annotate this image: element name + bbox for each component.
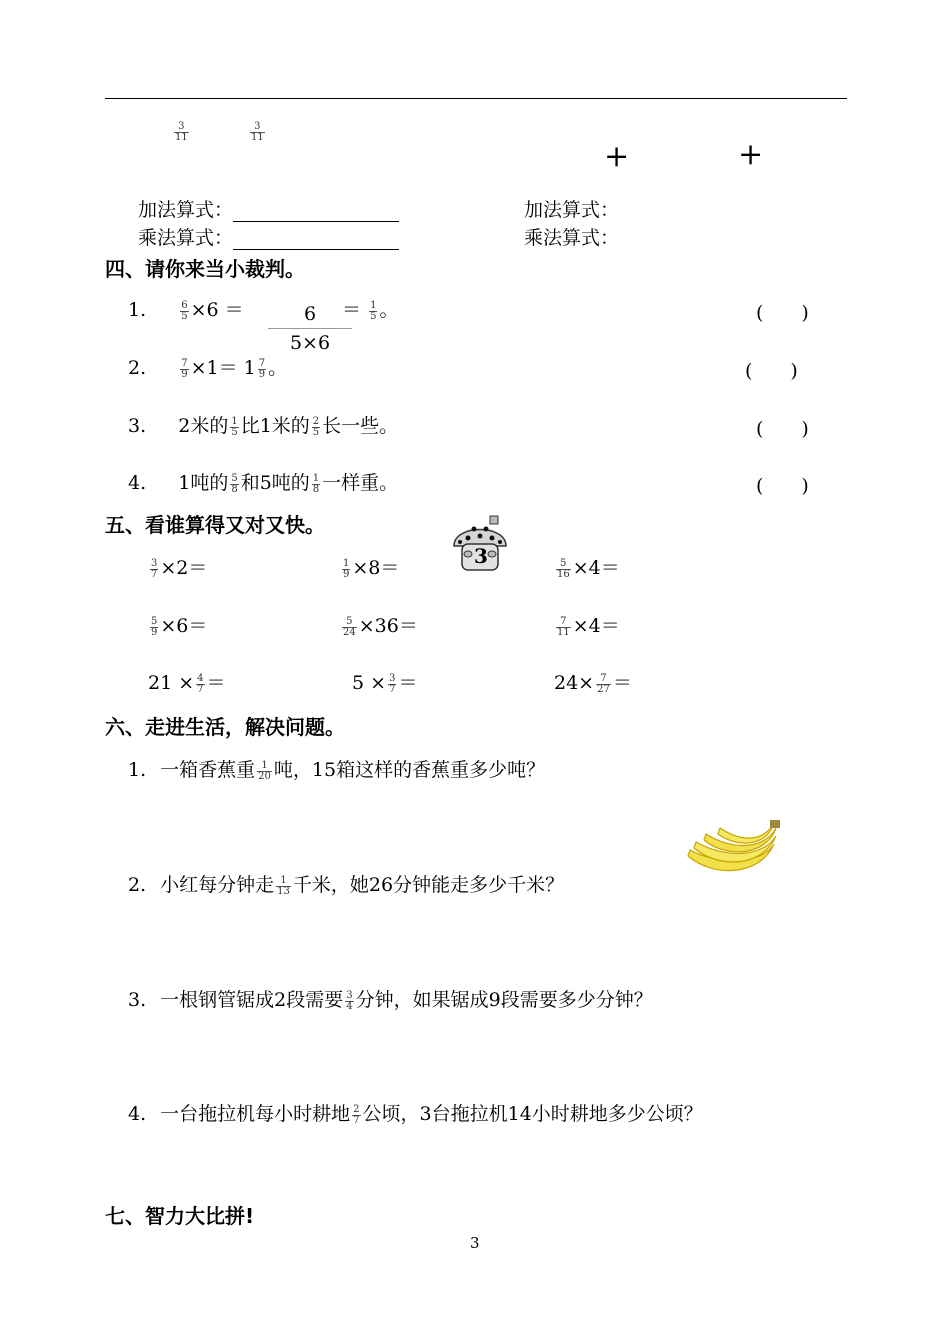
calc-item: $\frac{7}{11}$ ×4＝	[557, 615, 620, 638]
judge-item-2: 2. $\frac{7}{9}$ ×1＝ 1 $\frac{7}{9}$ 。	[128, 357, 288, 380]
problem-item-3: 3. 一根钢管锯成2段需要 $\frac{3}{4}$ 分钟，如果锯成9段需要多少分钟？	[128, 989, 653, 1012]
problem-item-2: 2. 小红每分钟走 $\frac{1}{13}$ 千米，她26分钟能走多少千米？	[128, 874, 565, 897]
judge-answer-1[interactable]: ( )	[756, 302, 809, 324]
mul-formula-label: 乘法算式：	[524, 227, 620, 249]
mul-formula-label: 乘法算式：	[138, 227, 234, 249]
plus-sign-2: +	[738, 137, 764, 172]
mushroom-badge: 3	[474, 544, 488, 568]
section6-title: 六、走进生活，解决问题。	[105, 715, 345, 739]
mul-formula-left	[138, 226, 399, 250]
problem-item-1: 1. 一箱香蕉重 $\frac{1}{20}$ 吨，15箱这样的香蕉重多少吨？	[128, 759, 546, 782]
fraction: $\frac{6}{5}$	[181, 299, 188, 322]
fraction: $\frac{1}{8}$	[312, 472, 320, 495]
fraction: $\frac{5}{8}$	[231, 472, 238, 495]
fraction: $\frac{2}{5}$	[312, 415, 320, 438]
add-formula-left	[138, 198, 399, 222]
calc-item: 21 × $\frac{4}{7}$ ＝	[148, 672, 226, 695]
add-formula-right	[524, 198, 619, 222]
calc-item: $\frac{5}{24}$ ×36＝	[343, 615, 418, 638]
judge-item-1-result: ＝ $\frac{1}{5}$ 。	[342, 299, 399, 322]
add-formula-label: 加法算式：	[138, 199, 234, 221]
top-fraction-1: $\frac{3}{11}$	[175, 121, 188, 143]
judge-item-4: 4. 1吨的 $\frac{5}{8}$ 和5吨的 $\frac{1}{8}$ 一样重。	[128, 472, 399, 495]
judge-answer-3[interactable]: ( )	[756, 418, 809, 440]
banana-icon	[684, 818, 784, 886]
calc-item: $\frac{5}{9}$ ×6＝	[151, 615, 208, 638]
problem-item-4: 4. 一台拖拉机每小时耕地 $\frac{2}{7}$ 公顷，3台拖拉机14小时耕地多少公顷？	[128, 1103, 703, 1126]
mul-formula-blank[interactable]	[233, 229, 399, 250]
judge-item-3: 3. 2米的 $\frac{1}{5}$ 比1米的 $\frac{2}{5}$ 长一些。	[128, 415, 399, 438]
judge-answer-4[interactable]: ( )	[756, 475, 809, 497]
fraction: $\frac{1}{5}$	[370, 299, 377, 322]
fraction: $\frac{7}{9}$	[181, 357, 188, 380]
top-fraction-2: $\frac{3}{11}$	[251, 121, 264, 143]
calc-item: 5 × $\frac{3}{7}$ ＝	[352, 672, 418, 695]
section4-title: 四、请你来当小裁判。	[105, 257, 305, 281]
judge-item-1: 1. $\frac{6}{5}$ ×6 ＝	[128, 299, 244, 322]
calc-item: $\frac{3}{7}$ ×2＝	[151, 557, 208, 580]
section5-title: 五、看谁算得又对又快。	[105, 513, 325, 537]
judge-item-1-big-fraction: 6 5×6	[268, 302, 352, 355]
add-formula-blank[interactable]	[233, 201, 399, 222]
page-number: 3	[470, 1234, 480, 1252]
calc-item: 24× $\frac{7}{27}$ ＝	[554, 672, 632, 695]
plus-sign-1: +	[604, 139, 630, 174]
section7-title: 七、智力大比拼!	[105, 1204, 255, 1228]
mul-formula-right	[524, 226, 619, 250]
judge-answer-2[interactable]: ( )	[745, 360, 798, 382]
calc-item: $\frac{1}{9}$ ×8＝	[343, 557, 400, 580]
calc-item: $\frac{5}{16}$ ×4＝	[557, 557, 620, 580]
add-formula-label: 加法算式：	[524, 199, 620, 221]
header-rule	[105, 98, 847, 99]
fraction: $\frac{1}{5}$	[231, 415, 238, 438]
fraction: $\frac{7}{9}$	[258, 357, 266, 380]
